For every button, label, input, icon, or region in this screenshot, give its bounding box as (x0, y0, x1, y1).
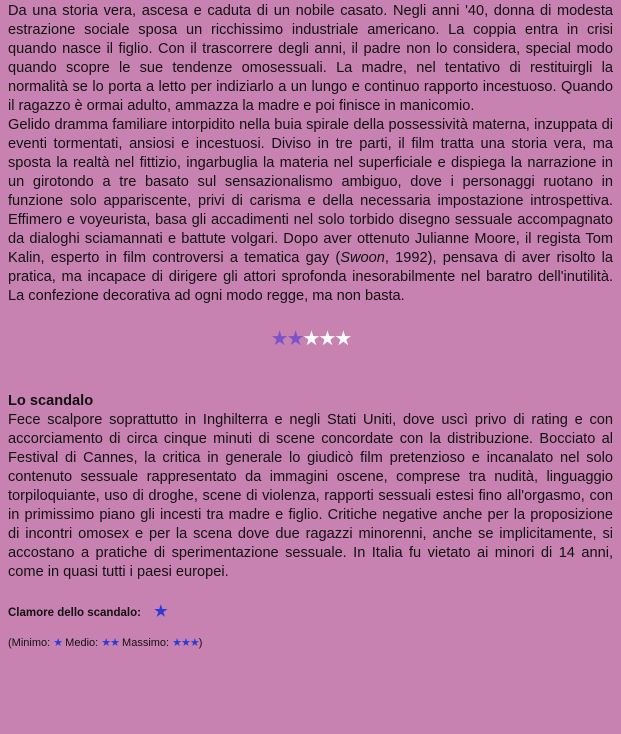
legend-medio-star-icon: ★★ (101, 637, 119, 649)
critique-text-start: Gelido dramma familiare intorpidito nella buia spirale della possessività materna, inzuppata di eventi tormentati, ansiosi e incestuosi. Diviso in tre parti, il film tratta una storia vera, ma sposta la realtà nel fittizio, ingarbuglia la materia nel superficiale e dispiega la narrazione in un girotondo a tre basato sul sensazionalismo ambiguo, dove i personaggi ruotano in funzione solo appariscente, privi di carisma e della necessaria impostazione introspettiva. Effimero e voyeurista, basa gli accadimenti nel solo torbido disegno sessuale accompagnato da dialoghi sciamannati e battute volgari. Dopo aver ottenuto Julianne Moore, il regista Tom Kalin, esperto in film controversi a tematica gay ( (8, 117, 613, 266)
star-filled-icon: ★ (270, 328, 287, 350)
scandal-level (8, 604, 613, 621)
legend-max-star-icon: ★★★ (172, 637, 199, 649)
scandal-level-label: Clamore dello scandalo: (8, 607, 141, 619)
legend-medio-label: Medio: (62, 637, 102, 649)
scandal-legend (8, 636, 613, 650)
plot-summary-paragraph: Da una storia vera, ascesa e caduta di un nobile casato. Negli anni '40, donna di modesta estrazione sociale sposa un ricchissimo industriale americano. La coppia entra in crisi quando nasce il figlio. Con il trascorrere degli anni, il padre non lo considera, special modo quando scopre le sue tendenze omosessuali. La madre, nel tentativo di restituirgli la normalità se lo porta a letto per indiziarlo a un lungo e continuo rapporto incestuoso. Quando il ragazzo è ormai adulto, ammazza la madre e poi finisce in manicomio. (8, 3, 613, 114)
star-filled-icon: ★ (286, 328, 303, 350)
legend-close: ) (198, 637, 203, 649)
critique-paragraph (8, 116, 613, 306)
legend-open: (Minimo: (8, 637, 54, 649)
star-empty-icon: ★ (318, 328, 335, 350)
star-rating (8, 329, 613, 349)
legend-min-star-icon: ★ (53, 637, 63, 649)
scandal-level-star-icon: ★ (154, 603, 168, 620)
star-empty-icon: ★ (334, 328, 351, 350)
star-empty-icon: ★ (302, 328, 319, 350)
film-title-swoon: Swoon (340, 250, 385, 266)
scandal-section-title: Lo scandalo (8, 393, 94, 409)
scandal-paragraph: Fece scalpore soprattutto in Inghilterra e negli Stati Uniti, dove uscì privo di rating e con accorciamento di circa cinque minuti di scene concordate con la distribuzione. Bocciato al Festival di Cannes, la critica in generale lo giudicò film pretenzioso e incanalato nel solo contenuto sessuale rappresentato da immagini oscene, comprese tra nudità, linguaggio torpiloquiante, uso di droghe, scene di violenza, rapporti sessuali estesi fino all'orgasmo, con in primissimo piano gli incesti tra madre e figlio. Critiche negative anche per la proposizione di incontri omosex e per la scena dove due ragazzi minorenni, anche se implicitamente, si accostano a pratiche di sperimentazione sessuale. In Italia fu vietato ai minori di 14 anni, come in quasi tutti i paesi europei. (8, 412, 613, 580)
critique-text-end: , 1992), pensava di aver risolto la pratica, ma incapace di dirigere gli attori sprofonda inesorabilmente nel baratro dell'inutilità. La confezione decorativa ad ogni modo regge, ma non basta. (8, 250, 613, 304)
legend-massimo-label: Massimo: (118, 637, 173, 649)
